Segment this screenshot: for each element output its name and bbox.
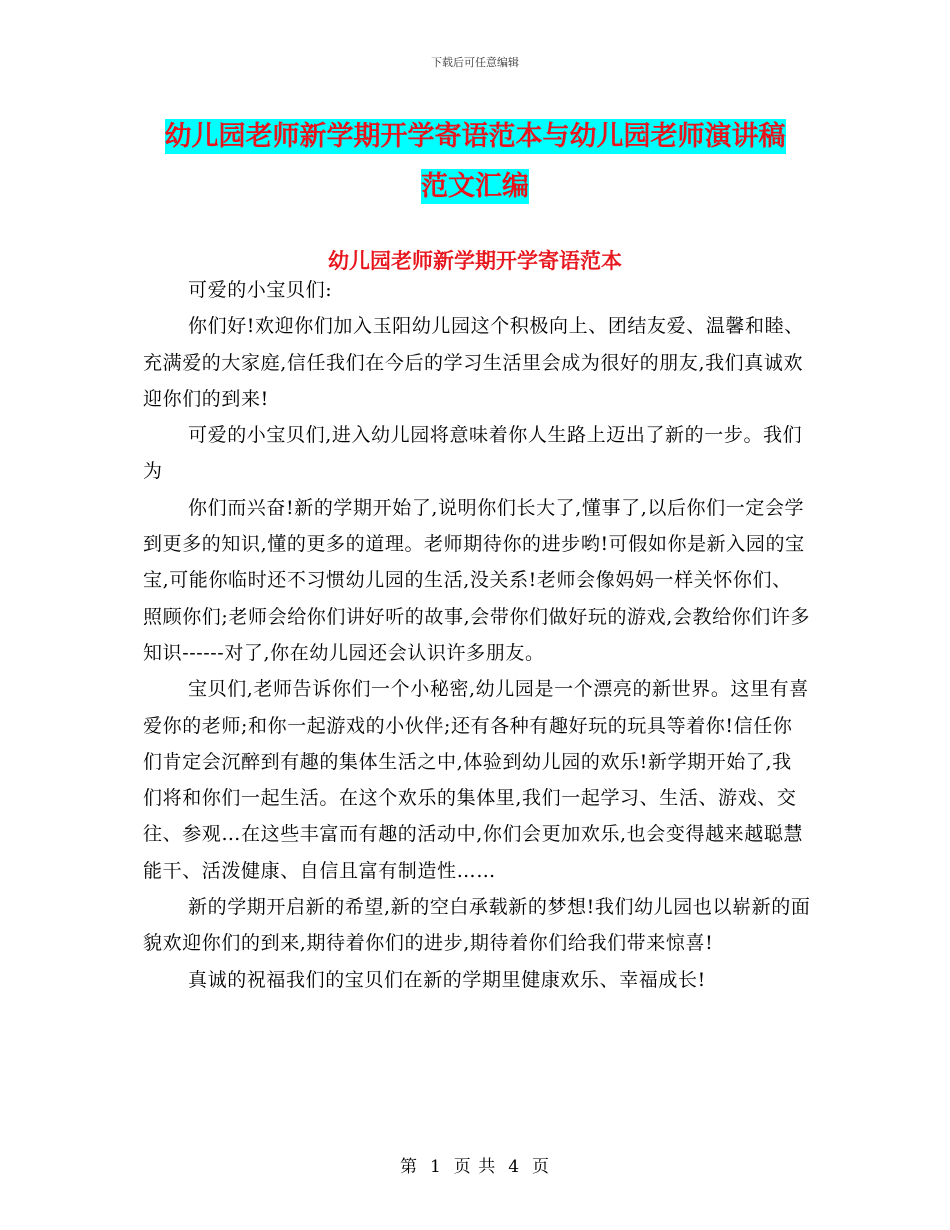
footer-suffix: 页	[532, 1157, 551, 1177]
footer-page-number: 1	[429, 1157, 442, 1177]
document-title-line-1: 幼儿园老师新学期开学寄语范本与幼儿园老师演讲稿	[164, 121, 786, 152]
document-title-line-2: 范文汇编	[421, 171, 529, 202]
paragraph: 宝贝们,老师告诉你们一个小秘密,幼儿园是一个漂亮的新世界。这里有喜爱你的老师;和你一起游戏的小伙伴;还有各种有趣好玩的玩具等着你!信任你们肯定会沉醉到有趣的集体生活之中,体验到幼儿园的欢乐!新学期开始了,我们将和你们一起生活。在这个欢乐的集体里,我们一起学习、生活、游戏、交往、参观…在这些丰富而有趣的活动中,你们会更加欢乐,也会变得越来越聪慧能干、活泼健康、自信且富有制造性……	[143, 678, 809, 882]
page-footer	[0, 1152, 950, 1177]
paragraph: 真诚的祝福我们的宝贝们在新的学期里健康欢乐、幸福成长!	[188, 968, 706, 991]
paragraph: 可爱的小宝贝们,进入幼儿园将意味着你人生路上迈出了新的一步。我们为	[143, 424, 803, 483]
section-title: 幼儿园老师新学期开学寄语范本	[328, 249, 622, 273]
paragraph: 你们好!欢迎你们加入玉阳幼儿园这个积极向上、团结友爱、温馨和睦、充满爱的大家庭,信任我们在今后的学习生活里会成为很好的朋友,我们真诚欢迎你们的到来!	[143, 315, 804, 410]
paragraph: 可爱的小宝贝们:	[188, 279, 333, 301]
body-text	[143, 272, 811, 998]
footer-total-pages: 4	[508, 1157, 521, 1177]
footer-middle: 页 共	[453, 1157, 497, 1177]
header-note: 下载后可任意编辑	[431, 56, 519, 69]
paragraph: 你们而兴奋!新的学期开始了,说明你们长大了,懂事了,以后你们一定会学到更多的知识,懂的更多的道理。老师期待你的进步哟!可假如你是新入园的宝宝,可能你临时还不习惯幼儿园的生活,没关系!老师会像妈妈一样关怀你们、照顾你们;老师会给你们讲好听的故事,会带你们做好玩的游戏,会教给你们许多知识------对了,你在幼儿园还会认识许多朋友。	[143, 496, 811, 664]
footer-prefix: 第	[399, 1157, 418, 1177]
document-title	[0, 112, 950, 212]
paragraph: 新的学期开启新的希望,新的空白承载新的梦想!我们幼儿园也以崭新的面貌欢迎你们的到来,期待着你们的进步,期待着你们给我们带来惊喜!	[143, 896, 811, 955]
